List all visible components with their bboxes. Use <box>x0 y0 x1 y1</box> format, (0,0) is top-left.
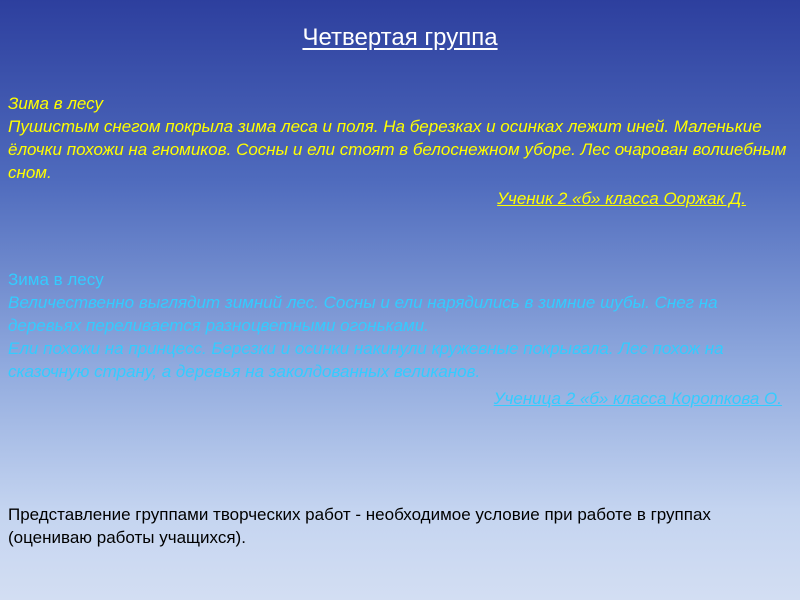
conclusion-text: Представление группами творческих работ - необходимое условие при работе в группах (оцениваю работы учащихся). <box>8 505 711 547</box>
essay-1-heading: Зима в лесу <box>8 94 103 113</box>
essay-2-heading: Зима в лесу <box>8 270 104 289</box>
essay-2-body-line-1: Величественно выглядит зимний лес. Сосны и ели нарядились в зимние шубы. Снег на деревьях переливается разноцветными огоньками. <box>8 293 718 335</box>
essay-1-body: Пушистым снегом покрыла зима леса и поля. На березках и осинках лежит иней. Маленькие ёлочки похожи на гномиков. Сосны и ели стоят в белоснежном уборе. Лес очарован волшебным сном. <box>8 117 787 182</box>
essay-1-author: Ученик 2 «б» класса Ооржак Д. <box>497 189 746 208</box>
essay-2 <box>8 268 794 410</box>
essay-2-author: Ученица 2 «б» класса Короткова О. <box>493 389 782 408</box>
slide-title: Четвертая группа <box>302 24 498 51</box>
essay-2-body-line-2: Ели похожи на принцесс. Березки и осинки накинули кружевные покрывала. Лес похож на сказочную страну, а деревья на заколдованных великанов. <box>8 339 724 381</box>
essay-1 <box>8 92 794 210</box>
